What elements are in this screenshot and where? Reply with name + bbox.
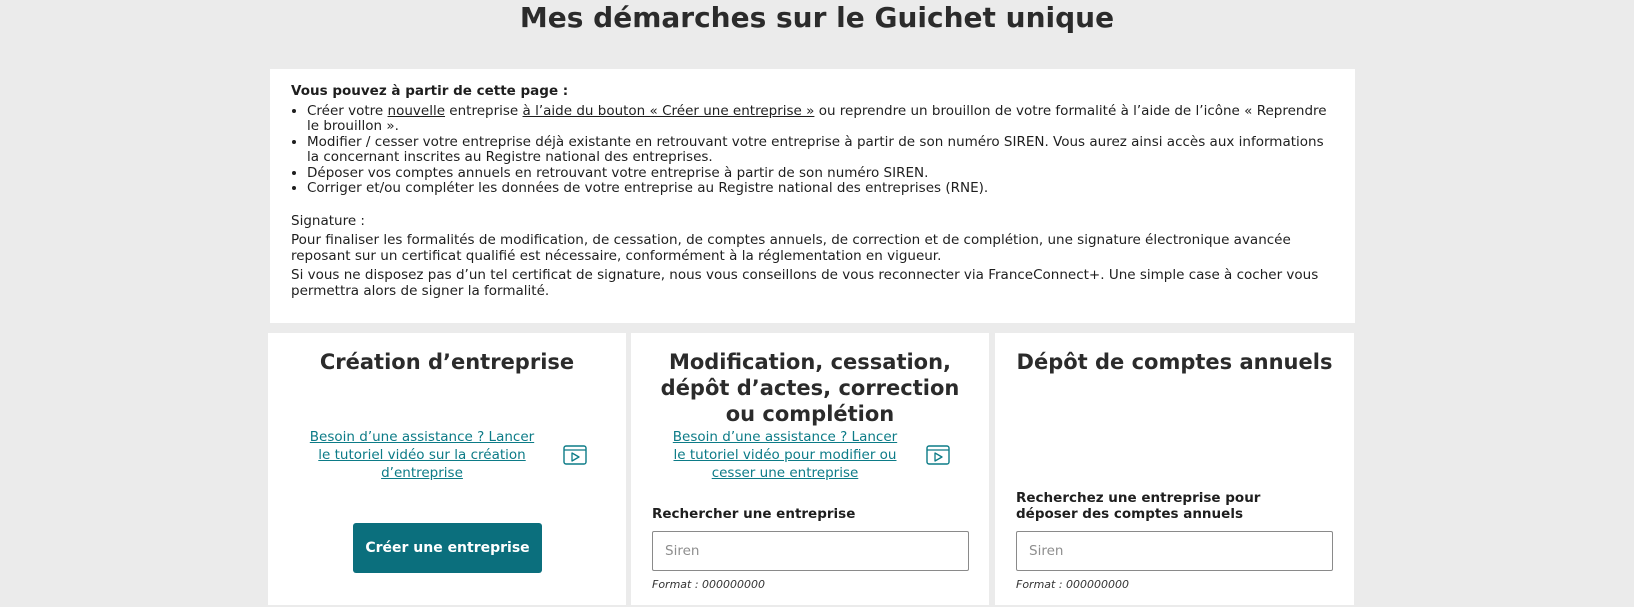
modification-tutorial-link[interactable]: Besoin d’une assistance ? Lancer le tutoriel vidéo pour modifier ou cesser une entreprise (672, 429, 898, 481)
depot-card (995, 333, 1354, 605)
info-item-deposit: • Déposer vos comptes annuels en retrouvant votre entreprise à partir de son numéro SIREN. (307, 166, 1333, 182)
creation-card (268, 333, 626, 605)
modification-card-title: Modification, cessation, dépôt d’actes, correction ou complétion (660, 350, 960, 426)
info-list (291, 104, 1333, 197)
depot-search-label: Recherchez une entreprise pour déposer des comptes annuels (1016, 490, 1261, 522)
modification-siren-input[interactable] (652, 531, 969, 571)
info-box (270, 69, 1355, 323)
creation-card-title: Création d’entreprise (319, 350, 575, 374)
page-title: Mes démarches sur le Guichet unique (519, 1, 1115, 34)
signature-title: Signature : (291, 212, 365, 229)
video-tutorial-icon[interactable] (563, 445, 587, 465)
depot-card-title: Dépôt de comptes annuels (1016, 350, 1333, 374)
create-company-button[interactable]: Créer une entreprise (353, 523, 542, 573)
depot-format-hint: Format : 000000000 (1016, 578, 1130, 591)
info-intro: Vous pouvez à partir de cette page : (291, 83, 569, 99)
modification-help (631, 428, 989, 482)
creation-tutorial-link[interactable]: Besoin d’une assistance ? Lancer le tutoriel vidéo sur la création d’entreprise (309, 429, 535, 481)
modification-card (631, 333, 989, 605)
info-item-correct: • Corriger et/ou compléter les données de votre entreprise au Registre national des entreprises (RNE). (307, 181, 1333, 197)
depot-siren-input[interactable] (1016, 531, 1333, 571)
modification-format-hint: Format : 000000000 (652, 578, 766, 591)
modification-search-label: Rechercher une entreprise (652, 506, 856, 522)
info-item-create: • Créer votre nouvelle entreprise à l’aide du bouton « Créer une entreprise » ou reprendre un brouillon de votre formalité à l’aide de l’icône « Reprendre le brouillon ». (307, 104, 1333, 135)
creation-help (268, 428, 626, 482)
signature-paragraph-1: Pour finaliser les formalités de modification, de cessation, de comptes annuels, de correction et de complétion, une signature électronique avancée reposant sur un certificat qualifié est nécessaire, conformément à la réglementation en vigueur. (291, 232, 1291, 264)
signature-paragraph-2: Si vous ne disposez pas d’un tel certificat de signature, nous vous conseillons de vous reconnecter via FranceConnect+. Une simple case à cocher vous permettra alors de signer la formalité. (291, 267, 1319, 299)
video-tutorial-icon[interactable] (926, 445, 950, 465)
info-item-modify: • Modifier / cesser votre entreprise déjà existante en retrouvant votre entreprise à partir de son numéro SIREN. Vous aurez ainsi accès aux informations la concernant inscrites au Registre national des entreprises. (307, 135, 1333, 166)
